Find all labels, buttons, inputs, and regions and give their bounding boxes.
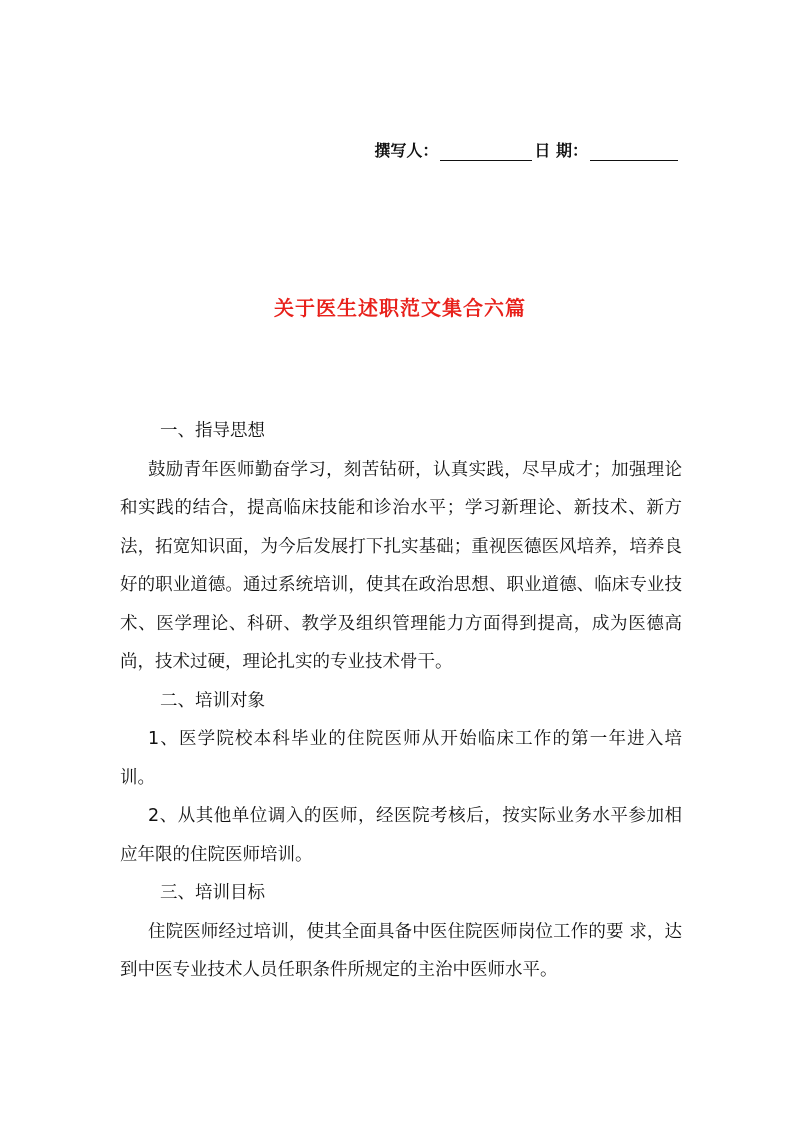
- list-item-training-target-1: 1、医学院校本科毕业的住院医师从开始临床工作的第一年进入培训。: [120, 729, 682, 788]
- date-blank: [590, 142, 678, 161]
- author-date-line: [374, 138, 680, 161]
- date-label: 日 期：: [534, 141, 588, 160]
- document-body: [120, 412, 682, 990]
- section-heading-guiding-ideology: 一、指导思想: [160, 421, 265, 441]
- document-title: 关于医生述职范文集合六篇: [274, 296, 526, 320]
- section-heading-training-goals: 三、培训目标: [160, 883, 265, 903]
- paragraph-training-goals: 住院医师经过培训，使其全面具备中医住院医师岗位工作的要 求，达到中医专业技术人员任职条件所规定的主治中医师水平。: [120, 921, 682, 980]
- author-blank: [440, 142, 532, 161]
- section-heading-training-targets: 二、培训对象: [160, 690, 265, 711]
- list-item-training-target-2: 2、从其他单位调入的医师，经医院考核后，按实际业务水平参加相应年限的住院医师培训。: [120, 806, 682, 865]
- author-label: 撰写人：: [374, 141, 439, 160]
- paragraph-guiding-ideology: 鼓励青年医师勤奋学习，刻苦钻研，认真实践，尽早成才；加强理论和实践的结合，提高临床技能和诊治水平；学习新理论、新技术、新方法，拓宽知识面，为今后发展打下扎实基础；重视医德医风培养，培养良好的职业道德。通过系统培训，使其在政治思想、职业道德、临床专业技术、医学理论、科研、教学及组织管理能力方面得到提高，成为医德高尚，技术过硬，理论扎实的专业技术骨干。: [120, 459, 682, 672]
